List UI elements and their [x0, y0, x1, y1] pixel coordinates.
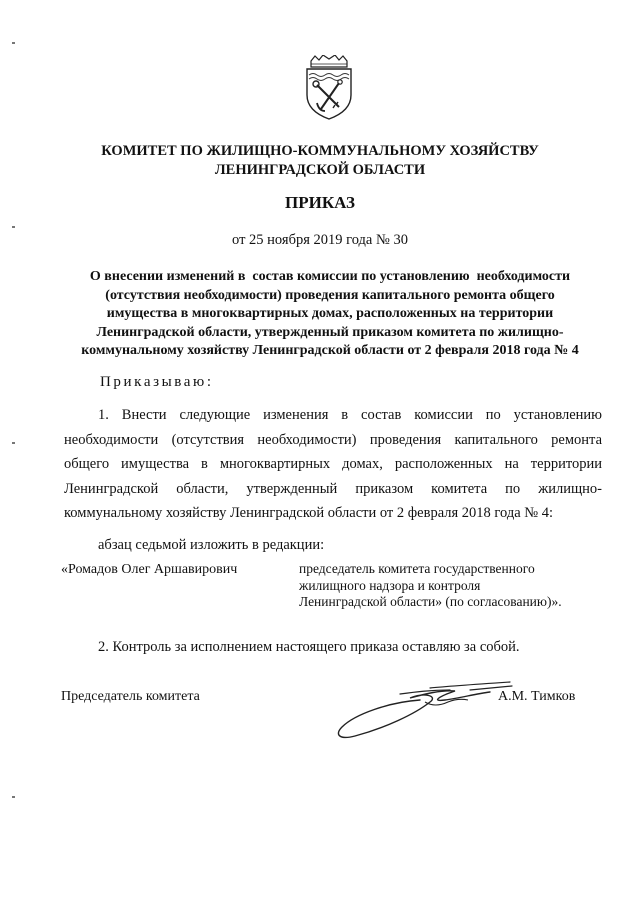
subject-line-1: О внесении изменений в состав комиссии по установлению необходимости	[89, 269, 571, 284]
position-line-3: Ленинградской области» (по согласованию)».	[299, 594, 562, 609]
position-line-2: жилищного надзора и контроля	[299, 577, 481, 593]
signature-icon	[330, 672, 515, 742]
paragraph-7-intro: абзац седьмой изложить в редакции:	[98, 537, 325, 553]
scan-mark	[12, 796, 15, 798]
organization-line-1: КОМИТЕТ ПО ЖИЛИЩНО-КОММУНАЛЬНОМУ ХОЗЯЙСТВУ	[101, 143, 539, 159]
scan-mark	[12, 42, 15, 44]
member-position	[299, 561, 599, 611]
member-name: «Ромадов Олег Аршавирович	[61, 562, 238, 577]
document-subject	[60, 268, 600, 361]
organization-line-2: ЛЕНИНГРАДСКОЙ ОБЛАСТИ	[214, 162, 426, 178]
subject-line-4: Ленинградской области, утвержденный приказом комитета по жилищно-	[96, 324, 564, 340]
signatory-title: Председатель комитета	[61, 689, 200, 704]
signatory-name: А.М. Тимков	[498, 689, 576, 704]
organization-name	[40, 142, 600, 180]
subject-line-5: коммунальному хозяйству Ленинградской области от 2 февраля 2018 года № 4	[81, 343, 579, 358]
order-item-2: 2. Контроль за исполнением настоящего приказа оставляю за собой.	[98, 639, 520, 655]
coat-of-arms-icon	[303, 55, 355, 121]
document-type: ПРИКАЗ	[285, 193, 355, 212]
document-date-number: от 25 ноября 2019 года № 30	[232, 232, 408, 248]
order-item-1: 1. Внести следующие изменения в состав комиссии по установлению необходимости (отсутствия необходимости) проведения капитального ремонта общего имущества в многоквартирных домах, расположенных на территории Ленинградской области, утвержденный приказом комитета по жилищно-коммунальному хозяйству Ленинградской области от 2 февраля 2018 года № 4:	[64, 407, 602, 521]
orders-word: Приказываю:	[100, 374, 214, 390]
scan-mark	[12, 226, 15, 228]
position-line-1: председатель комитета государственного	[299, 561, 535, 576]
subject-line-2: (отсутствия необходимости) проведения капитального ремонта общего	[105, 287, 555, 303]
scan-mark	[12, 442, 15, 444]
subject-line-3: имущества в многоквартирных домах, расположенных на территории	[106, 306, 554, 321]
